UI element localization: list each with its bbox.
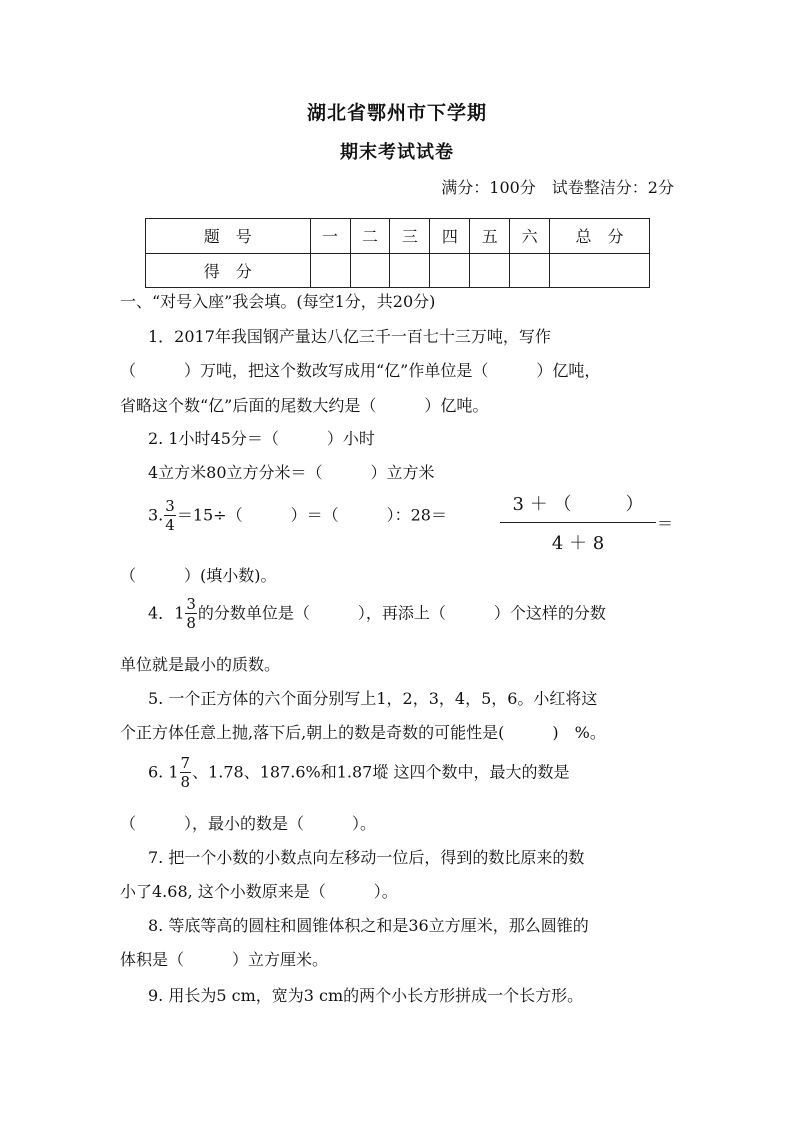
big-fraction-denominator: 4 ＋ 8 <box>551 533 605 554</box>
page-subtitle: 期末考试试卷 <box>340 142 454 163</box>
score-info: 满分：100分 试卷整洁分：2分 <box>441 178 674 197</box>
q3-equals: ＝ <box>657 514 674 533</box>
q3-middle: ＝15÷（ ）＝（ ）：28＝ <box>176 505 447 525</box>
score-cell[interactable] <box>430 253 470 288</box>
fraction-denominator: 8 <box>186 614 196 632</box>
fraction-numerator: 3 <box>165 497 175 515</box>
q5-line2: 个正方体任意上抛,落下后,朝上的数是奇数的可能性是( ) %。 <box>120 723 606 742</box>
q2-line1: 2. 1小时45分＝（ ）小时 <box>148 429 375 448</box>
q1-line2: （ ）万吨，把这个数改写成用“亿”作单位是（ ）亿吨， <box>120 361 601 380</box>
q6-fraction <box>180 756 192 790</box>
q1-line1: 1．2017年我国钢产量达八亿三千一百七十三万吨，写作 <box>148 327 551 346</box>
table-header-cell: 二 <box>350 219 390 254</box>
q4-whole: 1 <box>174 603 185 623</box>
q6-whole: 1 <box>168 762 179 782</box>
table-header-cell: 题 号 <box>146 219 311 254</box>
q8-line1: 8. 等底等高的圆柱和圆锥体积之和是36立方厘米，那么圆锥的 <box>148 916 589 935</box>
big-fraction-numerator: 3 ＋ （ ） <box>500 490 656 523</box>
q3-line2: （ ）(填小数)。 <box>120 566 277 585</box>
table-header-cell: 六 <box>510 219 550 254</box>
table-header-cell: 四 <box>430 219 470 254</box>
table-header-cell: 五 <box>470 219 510 254</box>
score-table-header-row <box>146 219 650 254</box>
fraction-denominator: 8 <box>180 773 191 791</box>
page-title: 湖北省鄂州市下学期 <box>306 102 487 124</box>
q2-line2: 4立方米80立方分米＝（ ）立方米 <box>148 463 435 482</box>
q9-line1: 9. 用长为5 cm，宽为3 cm的两个小长方形拼成一个长方形。 <box>148 986 584 1005</box>
score-cell[interactable] <box>550 253 650 288</box>
q6-prefix: 6. <box>148 762 169 782</box>
score-cell[interactable] <box>470 253 510 288</box>
fraction-numerator: 3 <box>186 595 196 613</box>
q5-line1: 5. 一个正方体的六个面分别写上1，2，3，4，5，6。小红将这 <box>148 689 598 708</box>
table-header-cell: 总 分 <box>550 219 650 254</box>
q6-line1 <box>148 756 569 790</box>
q3-line1 <box>148 499 447 533</box>
q4-line2: 单位就是最小的质数。 <box>120 655 281 674</box>
q4-line1 <box>148 597 606 631</box>
score-cell[interactable] <box>390 253 430 288</box>
q4-prefix: 4． <box>148 603 175 623</box>
q8-line2: 体积是（ ）立方厘米。 <box>120 950 329 969</box>
q6-text: 、1.78、187.6%和1.87㙡 这四个数中，最大的数是 <box>192 762 570 782</box>
fraction-denominator: 4 <box>165 516 175 534</box>
table-header-cell: 一 <box>310 219 350 254</box>
q1-line3: 省略这个数“亿”后面的尾数大约是（ ）亿吨。 <box>120 396 489 415</box>
q3-prefix: 3. <box>148 505 164 525</box>
score-table <box>145 218 650 288</box>
score-cell[interactable] <box>510 253 550 288</box>
q4-fraction <box>185 597 197 631</box>
section-heading: 一、“对号入座”我会填。(每空1分，共20分) <box>120 292 436 311</box>
fraction-numerator: 7 <box>180 754 191 772</box>
q7-line1: 7. 把一个小数的小数点向左移动一位后，得到的数比原来的数 <box>148 848 585 867</box>
score-cell[interactable] <box>310 253 350 288</box>
q3-fraction <box>164 499 176 533</box>
table-header-cell: 三 <box>390 219 430 254</box>
score-cell[interactable] <box>350 253 390 288</box>
score-table-score-row <box>146 253 650 288</box>
q7-line2: 小了4.68, 这个小数原来是（ ）。 <box>120 882 398 901</box>
table-row-label: 得 分 <box>146 253 311 288</box>
q6-line2: （ ），最小的数是（ ）。 <box>120 814 377 833</box>
q3-big-fraction <box>500 490 656 555</box>
q4-text: 的分数单位是（ ），再添上（ ）个这样的分数 <box>197 603 606 623</box>
